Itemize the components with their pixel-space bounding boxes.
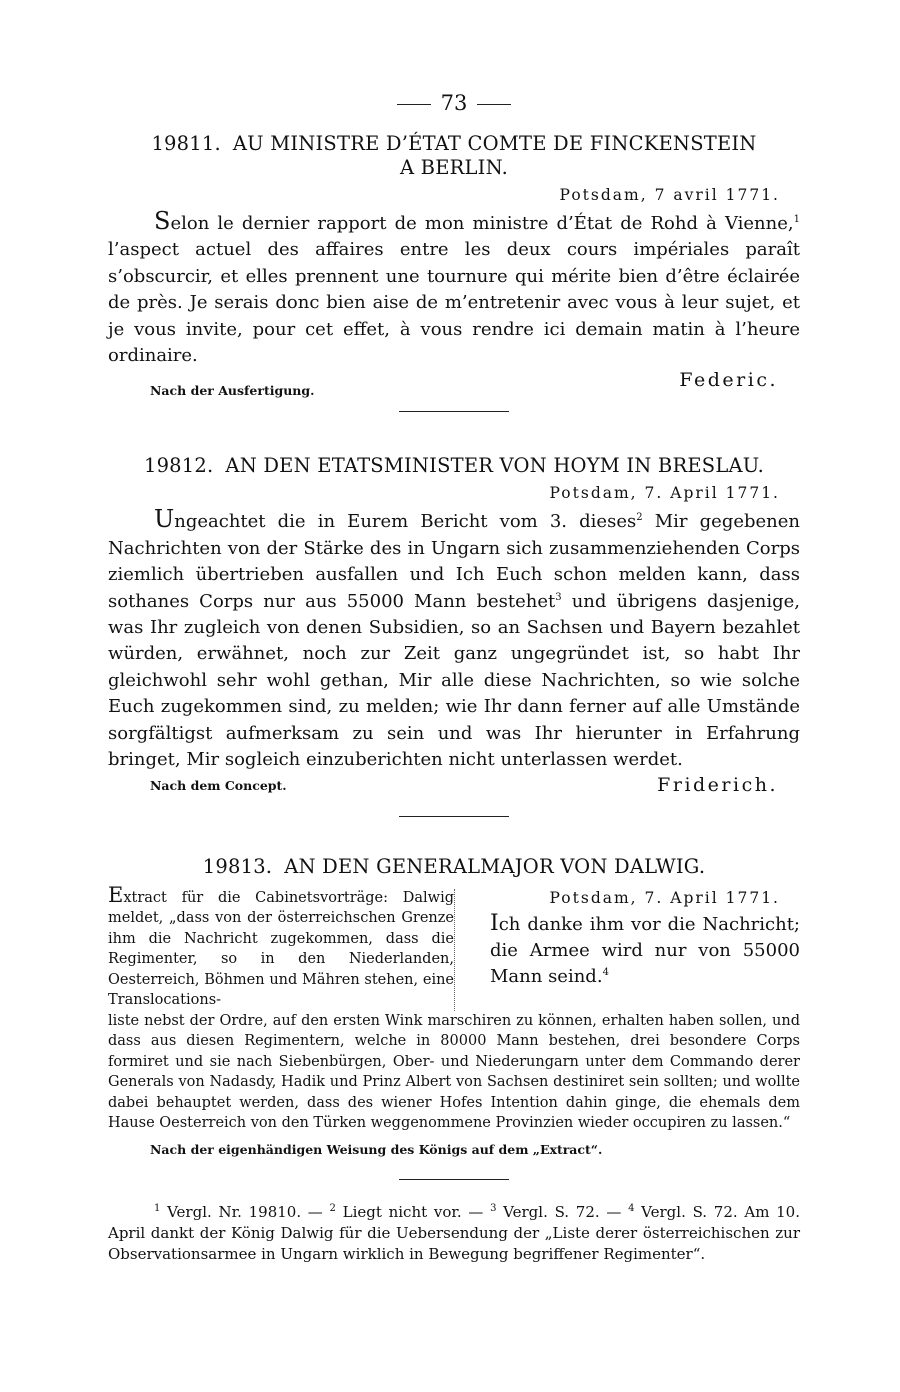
- letter-footer: [108, 369, 800, 403]
- footnote-ref: 2: [636, 512, 643, 524]
- footnote-text: Vergl. S. 72. Am 10. April dankt der König Dalwig für die Uebersendung der „Liste derer österreichischen zur Observationsarmee in Ungarn wirklich in Bewegung begriffener Regimenter“.: [108, 1202, 800, 1263]
- footnote-mark: 1: [154, 1202, 161, 1214]
- source-note: Nach der eigenhändigen Weisung des Königs auf dem „Extract“.: [150, 1141, 603, 1157]
- drop-initial: E: [108, 882, 124, 907]
- letter-19811: [108, 132, 800, 412]
- column-divider: [454, 889, 455, 1011]
- source-note: Nach der Ausfertigung.: [150, 383, 315, 399]
- document-page: [108, 88, 800, 1265]
- letter-heading: [108, 855, 800, 879]
- two-column-block: [108, 882, 800, 1011]
- signature: Federic.: [679, 369, 778, 392]
- letter-number: 19811.: [151, 132, 221, 155]
- place-date: Potsdam, 7 avril 1771.: [559, 186, 780, 204]
- page-number-text: 73: [440, 91, 468, 115]
- reply-text: [490, 911, 800, 991]
- footnote-text: Vergl. Nr. 19810. —: [160, 1202, 330, 1221]
- letter-number: 19812.: [143, 454, 214, 478]
- footnotes: [108, 1202, 800, 1265]
- signature: Friderich.: [657, 773, 778, 796]
- drop-initial: U: [154, 505, 175, 534]
- reply-column: [454, 885, 800, 1011]
- page-number-dash-right: [477, 104, 511, 105]
- extract-text: xtract für die Cabinetsvorträge: Dalwig meldet, „dass von der österreichschen Grenze ihm die Nachricht zugekommen, dass die Regimenter, so in den Niederlanden, Oesterreich, Böhmen und Mähren stehen, eine Translocations-: [108, 889, 454, 1008]
- extract-column: [108, 882, 454, 1011]
- letter-body: [108, 506, 800, 773]
- footnote-text: Liegt nicht vor. —: [335, 1202, 491, 1221]
- letter-heading-text: AN DEN GENERALMAJOR VON DALWIG.: [284, 854, 706, 878]
- body-text: und übrigens dasjenige, was Ihr zugleich von denen Subsidien, so an Sachsen und Bayern bezahlet würden, erwähnet, noch zur Zeit ganz ungegründet ist, so habt Ihr gleichwohl sehr wohl gethan, Mir alle diese Nachrichten, so wie solche Euch zugekommen sind, zu melden; wie Ihr dann ferner auf alle Umstände sorgfältigst aufmerksam zu sein und was Ihr hierunter in Erfahrung bringet, Mir sogleich einzuberichten nicht unterlassen werdet.: [108, 590, 800, 771]
- letter-body: [108, 208, 800, 369]
- footnote-ref: 1: [793, 214, 800, 225]
- place-date: Potsdam, 7. April 1771.: [549, 888, 780, 907]
- footnote-ref: 3: [555, 591, 562, 603]
- body-text: l’aspect actuel des affaires entre les deux cours impériales paraît s’obscurcir, et elles prennent une tournure qui mérite bien d’être éclairée de près. Je serais donc bien aise de m’entretenir avec vous à leur sujet, et je vous invite, pour cet effet, à vous rendre ici demain matin à l’heure ordinaire.: [108, 239, 800, 367]
- body-text: Mir gegebenen Nachrichten von der Stärke des in Ungarn sich zusammenziehenden Corps ziemlich übertrieben ausfallen und Ich Euch schon melden kann, dass sothanes Corps nur aus 55000 Mann bestehet: [108, 511, 801, 612]
- letter-heading-line1: AU MINISTRE D’ÉTAT COMTE DE FINCKENSTEIN: [232, 132, 757, 155]
- place-date: Potsdam, 7. April 1771.: [549, 484, 780, 503]
- letter-footer: [108, 774, 800, 800]
- letter-heading: [108, 454, 800, 478]
- footnote-mark: 4: [628, 1202, 635, 1214]
- footnote-text: Vergl. S. 72. —: [496, 1202, 629, 1221]
- source-note: Nach dem Concept.: [150, 777, 287, 793]
- letter-heading-text: AN DEN ETATSMINISTER VON HOYM IN BRESLAU.: [225, 454, 765, 478]
- section-separator: [399, 411, 509, 412]
- letter-19813: [108, 855, 800, 1180]
- body-text: elon le dernier rapport de mon ministre d’État de Rohd à Vienne,: [170, 213, 794, 234]
- footnote-mark: 3: [490, 1202, 497, 1214]
- footnote-ref: 4: [602, 967, 609, 979]
- letter-19812: [108, 454, 800, 816]
- page-number-dash-left: [397, 104, 431, 105]
- letter-heading-line2: A BERLIN.: [400, 156, 508, 179]
- reply-body: ch danke ihm vor die Nachricht; die Armee wird nur von 55000 Mann seind.: [490, 913, 800, 988]
- letter-heading: [108, 132, 800, 180]
- section-separator: [399, 816, 509, 817]
- section-separator: [399, 1179, 509, 1180]
- drop-initial: S: [154, 207, 171, 235]
- drop-initial: I: [490, 910, 499, 936]
- page-number: [108, 88, 800, 118]
- extract-continuation: liste nebst der Ordre, auf den ersten Wink marschiren zu können, erhalten haben sollen, und dass aus diesen Regimentern, welche in 80000 Mann bestehen, drei besondere Corps formiret und sie nach Siebenbürgen, Ober- und Niederungarn unter dem Commando derer Generals von Nadasdy, Hadik und Prinz Albert von Sachsen destiniret sein sollten; und wollte dabei behauptet werden, dass des wiener Hofes Intention dahin ginge, die ehemals dem Hause Oesterreich von den Türken weggenommene Provinzien wieder occupiren zu lassen.“: [108, 1012, 800, 1131]
- body-text: ngeachtet die in Eurem Bericht vom 3. dieses: [174, 511, 637, 533]
- footnote-mark: 2: [329, 1202, 336, 1214]
- letter-number: 19813.: [202, 854, 273, 878]
